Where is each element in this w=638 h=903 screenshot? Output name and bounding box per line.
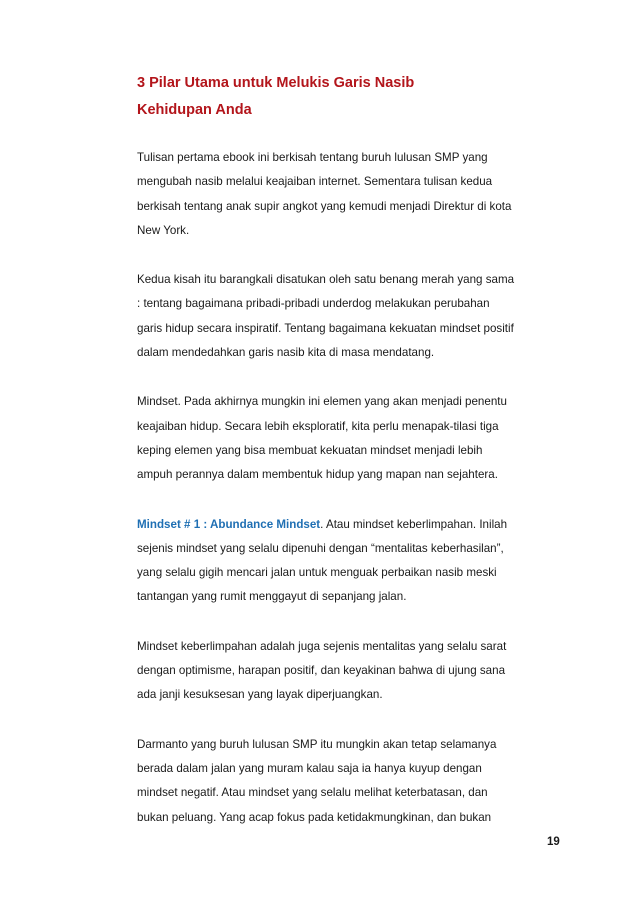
chapter-title [137, 70, 537, 124]
text-line: berada dalam jalan yang muram kalau saja ia hanya kuyup dengan [137, 761, 482, 775]
text-run: . Atau mindset keberlimpahan. Inilah [320, 517, 508, 531]
chapter-title-line: Kehidupan Anda [137, 102, 252, 118]
text-line: : tentang bagaimana pribadi-pribadi underdog melakukan perubahan [137, 297, 490, 311]
paragraph-6 [137, 733, 537, 830]
text-line: mengubah nasib melalui keajaiban internet. Sementara tulisan kedua [137, 175, 493, 189]
text-line: dengan optimisme, harapan positif, dan keyakinan bahwa di ujung sana [137, 664, 506, 678]
text-line: dalam mendedahkan garis nasib kita di masa mendatang. [137, 346, 435, 360]
text-line: Darmanto yang buruh lulusan SMP itu mungkin akan tetap selamanya [137, 737, 497, 751]
paragraph-3 [137, 390, 537, 487]
text-line: berkisah tentang anak supir angkot yang kemudi menjadi Direktur di kota [137, 199, 512, 213]
mindset-highlight: Mindset # 1 : Abundance Mindset [137, 517, 321, 531]
text-line: sejenis mindset yang selalu dipenuhi dengan “mentalitas keberhasilan”, [137, 541, 504, 555]
text-line: Tulisan pertama ebook ini berkisah tentang buruh lulusan SMP yang [137, 151, 488, 164]
page-content [137, 70, 537, 830]
text-line [137, 513, 537, 537]
text-line: Kedua kisah itu barangkali disatukan oleh satu benang merah yang sama [137, 273, 515, 287]
text-line: bukan peluang. Yang acap fokus pada ketidakmungkinan, dan bukan [137, 810, 492, 824]
text-line: keping elemen yang bisa membuat kekuatan mindset menjadi lebih [137, 443, 483, 457]
paragraph-5 [137, 635, 537, 708]
chapter-title-line: 3 Pilar Utama untuk Melukis Garis Nasib [137, 75, 415, 91]
text-line: yang selalu gigih mencari jalan untuk menguak perbaikan nasib meski [137, 566, 497, 580]
text-line: mindset negatif. Atau mindset yang selalu melihat keterbatasan, dan [137, 786, 488, 800]
text-line: garis hidup secara inspiratif. Tentang bagaimana kekuatan mindset positif [137, 321, 514, 335]
page-number: 19 [547, 836, 560, 848]
paragraph-2 [137, 268, 537, 365]
paragraph-1 [137, 146, 537, 243]
paragraph-4 [137, 513, 537, 610]
text-line: keajaiban hidup. Secara lebih eksploratif, kita perlu menapak-tilasi tiga [137, 419, 499, 433]
text-line: ada janji kesuksesan yang layak diperjuangkan. [137, 688, 383, 702]
text-line: Mindset. Pada akhirnya mungkin ini elemen yang akan menjadi penentu [137, 395, 507, 409]
text-line: tantangan yang rumit menggayut di sepanjang jalan. [137, 590, 407, 604]
text-line: ampuh perannya dalam membentuk hidup yang mapan nan sejahtera. [137, 468, 498, 482]
text-line: Mindset keberlimpahan adalah juga sejenis mentalitas yang selalu sarat [137, 639, 507, 653]
text-line: New York. [137, 223, 190, 237]
